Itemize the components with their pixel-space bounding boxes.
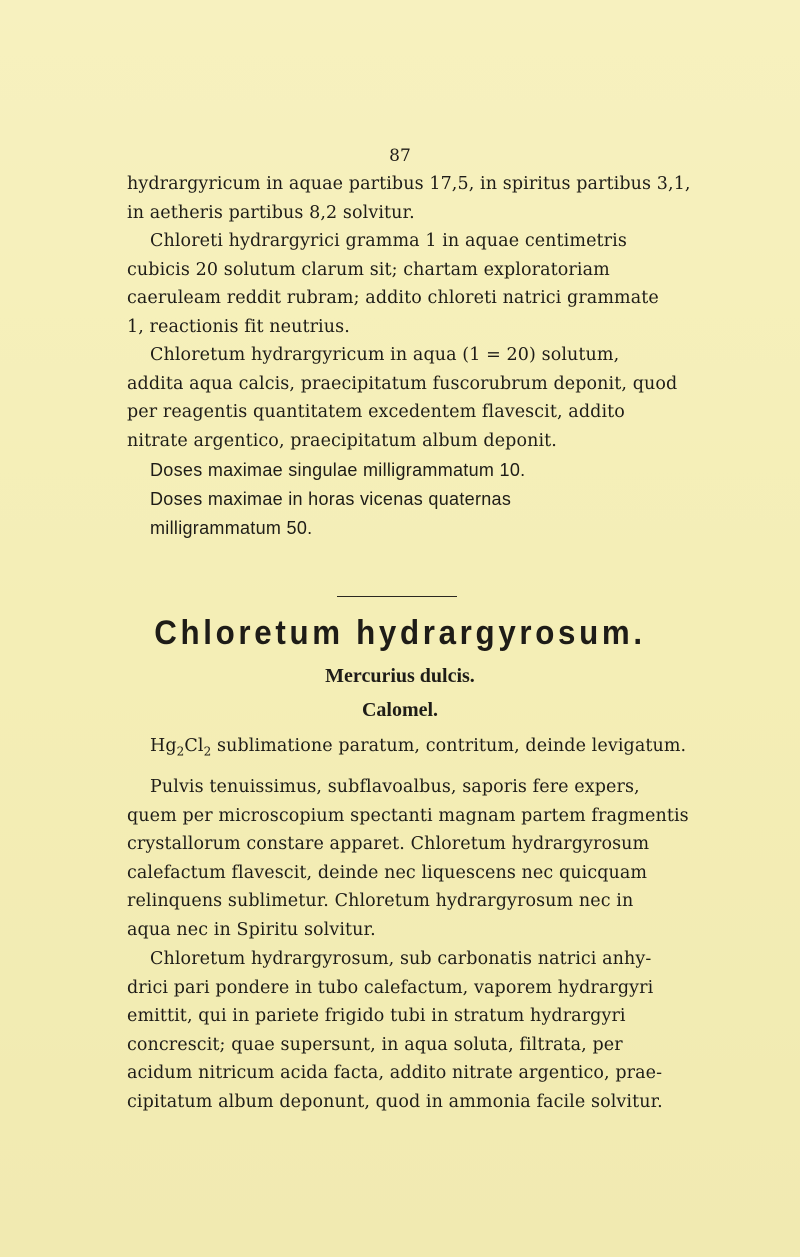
- text-line: Chloretum hydrargyrosum, sub carbonatis natrici anhy-: [150, 949, 652, 969]
- paragraph-4: [127, 773, 697, 944]
- section-subtitle: Calomel.: [361, 699, 439, 721]
- text-line: nitrate argentico, praecipitatum album deponit.: [127, 430, 557, 451]
- text-line: cubicis 20 solutum clarum sit; chartam exploratoriam: [127, 259, 610, 280]
- text-line: crystallorum constare apparet. Chloretum hydrargyrosum: [127, 834, 650, 854]
- text-line: acidum nitricum acida facta, addito nitrate argentico, prae-: [127, 1063, 663, 1083]
- formula-subscript: 2: [176, 744, 185, 759]
- text-line: concrescit; quae supersunt, in aqua soluta, filtrata, per: [127, 1034, 623, 1055]
- paragraph-1: [127, 170, 697, 227]
- text-line: Chloretum hydrargyricum in aqua (1 = 20) solutum,: [150, 345, 620, 365]
- page-number: 87: [389, 146, 411, 166]
- doses-block: [127, 456, 697, 543]
- section-subtitle: Mercurius dulcis.: [325, 665, 475, 687]
- formula-text: sublimatione paratum, contritum, deinde levigatum.: [211, 736, 687, 756]
- paragraph-5: [127, 945, 697, 1116]
- text-line: aqua nec in Spiritu solvitur.: [127, 919, 376, 940]
- text-line: 1, reactionis fit neutrius.: [127, 316, 350, 337]
- doses-line: Doses maximae in horas vicenas quaternas: [150, 489, 512, 509]
- text-line: in aetheris partibus 8,2 solvitur.: [127, 202, 415, 223]
- text-line: Pulvis tenuissimus, subflavoalbus, saporis fere expers,: [150, 777, 640, 797]
- formula-symbol: Cl: [184, 736, 204, 756]
- text-line: relinquens sublimetur. Chloretum hydrargyrosum nec in: [127, 891, 634, 911]
- paragraph-2: [127, 227, 697, 341]
- paragraph-3: [127, 341, 697, 455]
- formula-symbol: Hg: [150, 736, 177, 756]
- text-line: per reagentis quantitatem excedentem flavescit, addito: [127, 402, 625, 422]
- doses-line: milligrammatum 50.: [150, 518, 313, 538]
- section-title: Chloretum hydrargyrosum.: [154, 614, 646, 652]
- text-line: quem per microscopium spectanti magnam partem fragmentis: [127, 805, 689, 826]
- text-line: drici pari pondere in tubo calefactum, vaporem hydrargyri: [127, 977, 654, 998]
- formula-subscript: 2: [203, 744, 212, 759]
- section-divider: [337, 596, 457, 597]
- text-line: addita aqua calcis, praecipitatum fuscorubrum deponit, quod: [127, 373, 678, 394]
- formula-line: [127, 732, 697, 766]
- text-line: cipitatum album deponunt, quod in ammonia facile solvitur.: [127, 1091, 663, 1112]
- text-line: Chloreti hydrargyrici gramma 1 in aquae centimetris: [150, 231, 627, 251]
- text-line: emittit, qui in pariete frigido tubi in stratum hydrargyri: [127, 1006, 626, 1026]
- text-line: hydrargyricum in aquae partibus 17,5, in spiritus partibus 3,1,: [127, 174, 691, 194]
- text-line: calefactum flavescit, deinde nec liquescens nec quicquam: [127, 862, 648, 883]
- doses-line: Doses maximae singulae milligrammatum 10.: [150, 460, 526, 480]
- text-line: caeruleam reddit rubram; addito chloreti natrici grammate: [127, 288, 659, 308]
